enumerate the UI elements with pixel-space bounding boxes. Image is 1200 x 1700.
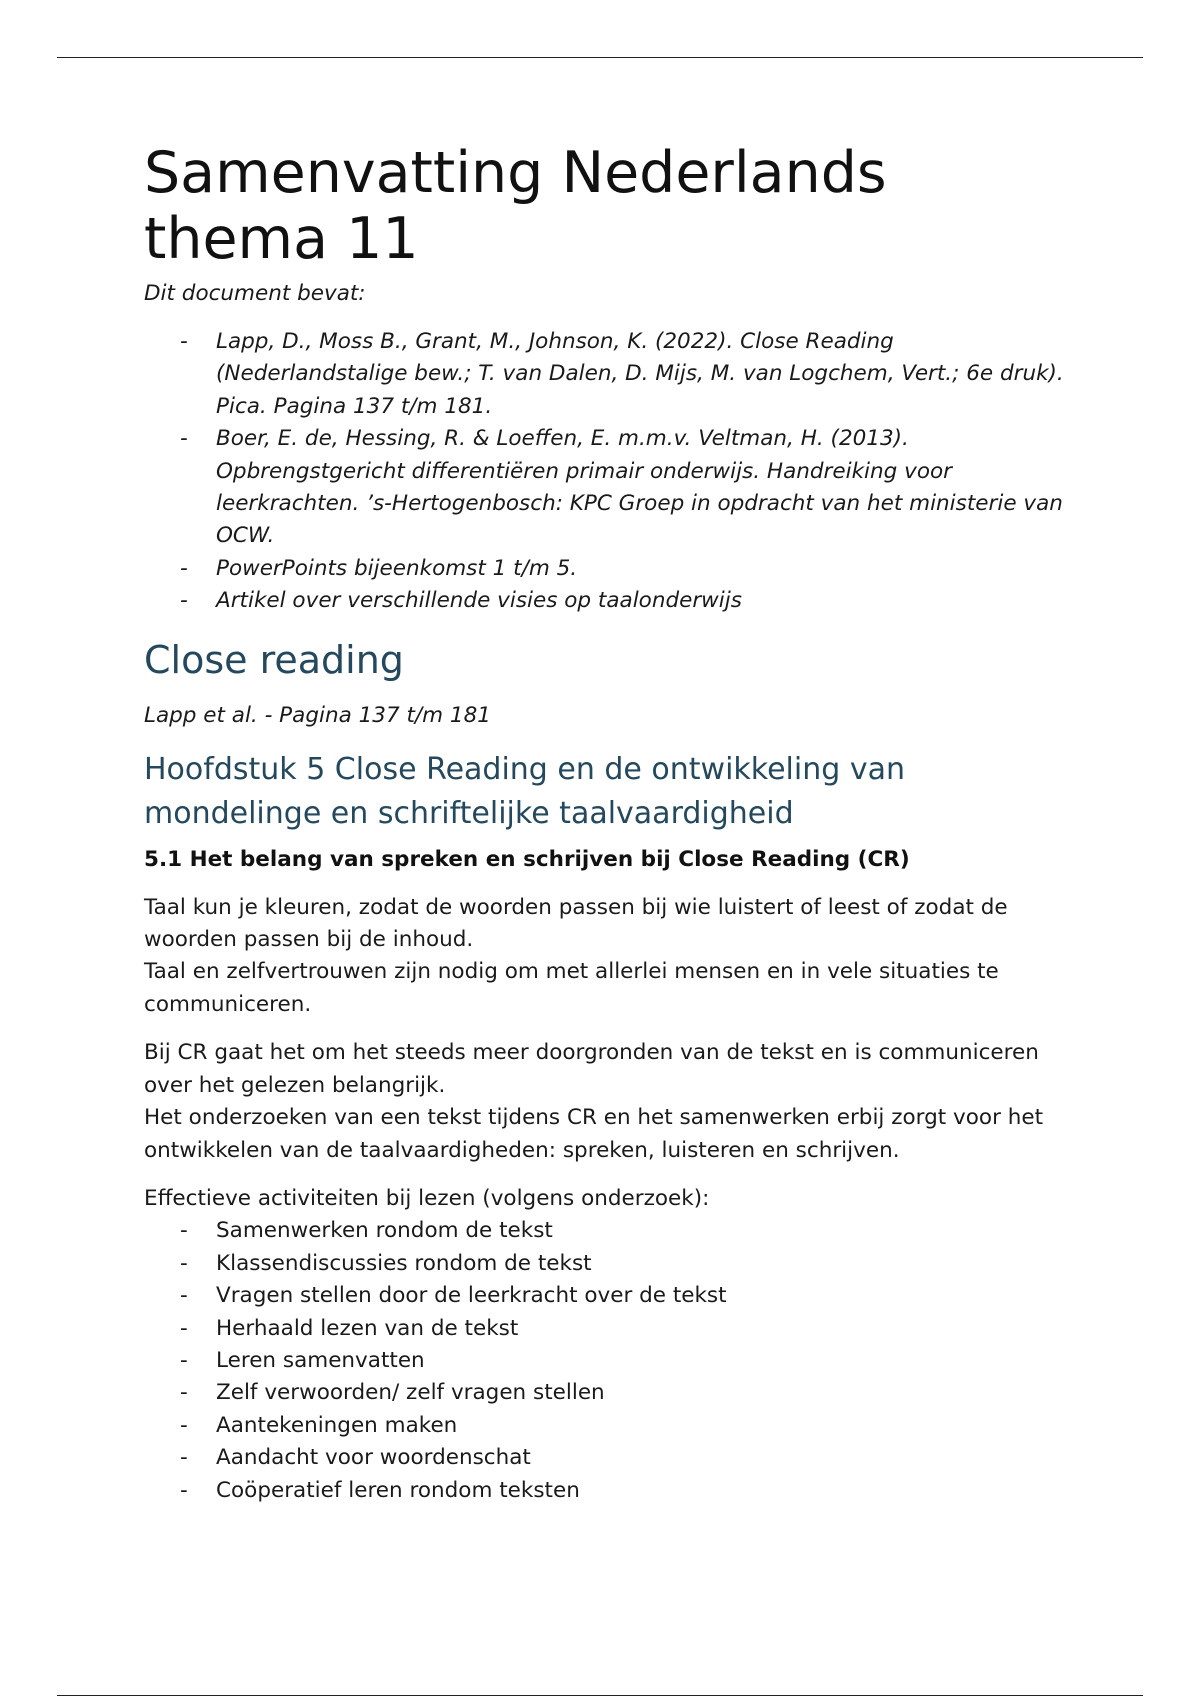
body-line: Taal kun je kleuren, zodat de woorden passen bij wie luistert of leest of zodat de woorden passen bij de inhoud. bbox=[144, 894, 1008, 953]
bottom-rule bbox=[57, 1695, 1143, 1696]
chapter-heading: Hoofdstuk 5 Close Reading en de ontwikkeling van mondelinge en schriftelijke taalvaardigheid bbox=[144, 751, 905, 831]
source-item: - Boer, E. de, Hessing, R. & Loeffen, E. m.m.v. Veltman, H. (2013). Opbrengstgericht differentiëren primair onderwijs. Handreiking voor leerkrachten. ’s-Hertogenbosch: KPC Groep in opdracht van het ministerie van OCW. bbox=[144, 423, 1064, 553]
list-item: - Coöperatief leren rondom teksten bbox=[144, 1475, 1064, 1507]
body-paragraph-2 bbox=[144, 1037, 1064, 1167]
page-content bbox=[144, 140, 1064, 1507]
list-item: - Klassendiscussies rondom de tekst bbox=[144, 1248, 1064, 1280]
document-intro: Dit document bevat: bbox=[144, 281, 366, 306]
source-item: - PowerPoints bijeenkomst 1 t/m 5. bbox=[144, 553, 1064, 585]
body-line: Het onderzoeken van een tekst tijdens CR en het samenwerken erbij zorgt voor het ontwikkelen van de taalvaardigheden: spreken, luisteren en schrijven. bbox=[144, 1105, 1044, 1163]
list-item: - Samenwerken rondom de tekst bbox=[144, 1215, 1064, 1247]
top-rule bbox=[57, 57, 1143, 58]
section-reference: Lapp et al. - Pagina 137 t/m 181 bbox=[144, 702, 491, 728]
list-item: - Leren samenvatten bbox=[144, 1345, 1064, 1377]
body-line: Taal en zelfvertrouwen zijn nodig om met allerlei mensen en in vele situaties te communiceren. bbox=[144, 959, 999, 1017]
activities-list bbox=[144, 1215, 1064, 1507]
activities-intro: Effectieve activiteiten bij lezen (volgens onderzoek): bbox=[144, 1185, 710, 1211]
source-item: - Artikel over verschillende visies op taalonderwijs bbox=[144, 585, 1064, 617]
paragraph-heading: 5.1 Het belang van spreken en schrijven bij Close Reading (CR) bbox=[144, 846, 910, 872]
list-item: - Herhaald lezen van de tekst bbox=[144, 1313, 1064, 1345]
document-title: Samenvatting Nederlands thema 11 bbox=[144, 140, 887, 272]
body-paragraph-1 bbox=[144, 892, 1064, 1022]
list-item: - Aantekeningen maken bbox=[144, 1410, 1064, 1442]
source-list bbox=[144, 326, 1064, 618]
source-item: - Lapp, D., Moss B., Grant, M., Johnson, K. (2022). Close Reading (Nederlandstalige bew.; T. van Dalen, D. Mijs, M. van Logchem, Vert.; 6e druk). Pica. Pagina 137 t/m 181. bbox=[144, 326, 1064, 423]
list-item: - Zelf verwoorden/ zelf vragen stellen bbox=[144, 1377, 1064, 1409]
section-heading: Close reading bbox=[144, 637, 404, 682]
list-item: - Vragen stellen door de leerkracht over de tekst bbox=[144, 1280, 1064, 1312]
body-line: Bij CR gaat het om het steeds meer doorgronden van de tekst en is communiceren over het gelezen belangrijk. bbox=[144, 1040, 1039, 1098]
list-item: - Aandacht voor woordenschat bbox=[144, 1442, 1064, 1474]
